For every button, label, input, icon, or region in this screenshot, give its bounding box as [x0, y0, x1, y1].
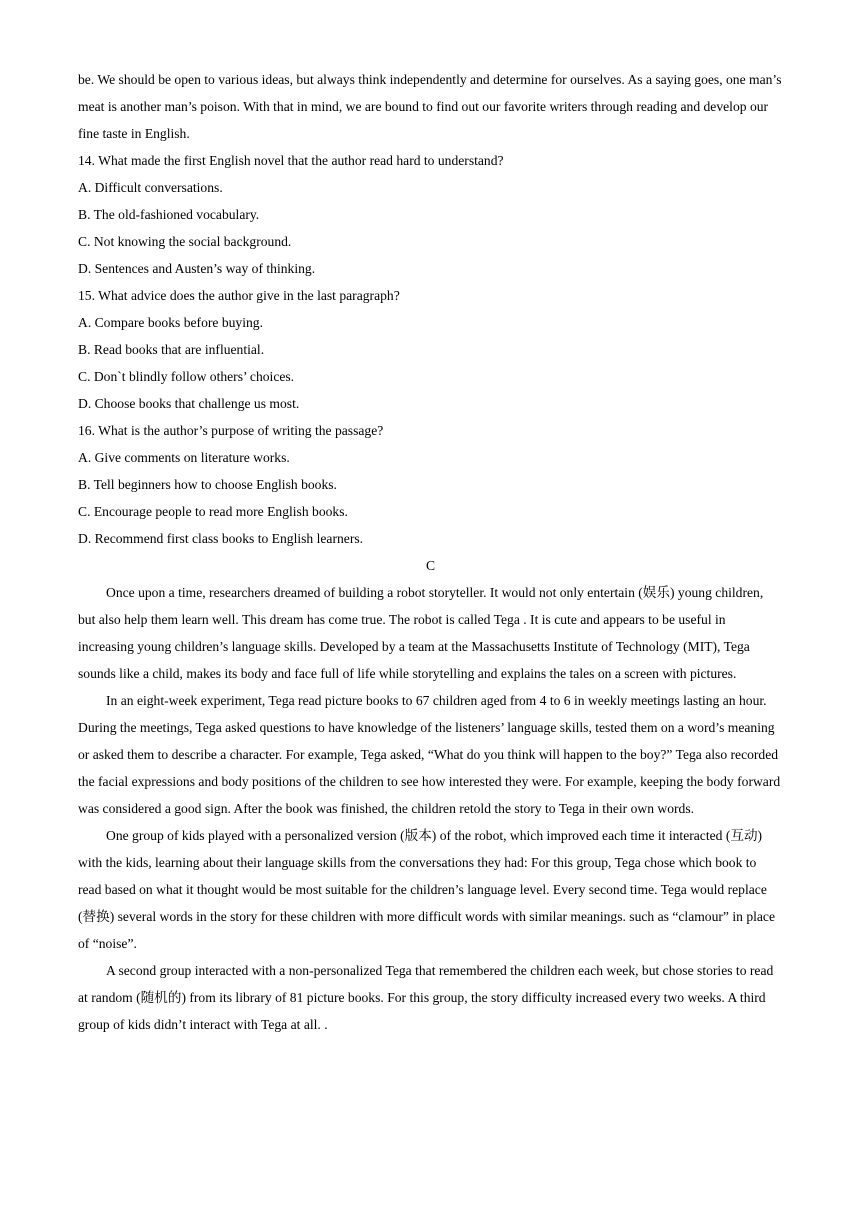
- question-16: [78, 417, 783, 552]
- answer-option: A. Difficult conversations.: [78, 180, 223, 195]
- answer-option: B. Read books that are influential.: [78, 342, 265, 357]
- document-page: [78, 66, 783, 1038]
- intro-paragraph: be. We should be open to various ideas, but always think independently and determine for ourselves. As a saying goes, one man’s meat is another man’s poison. With that in mind, we are bound to find out our favorite writers through reading and develop our fine taste in English.: [78, 72, 782, 141]
- answer-option: D. Sentences and Austen’s way of thinking.: [78, 261, 316, 276]
- answer-option: B. The old-fashioned vocabulary.: [78, 207, 260, 222]
- answer-option: A. Give comments on literature works.: [78, 450, 290, 465]
- answer-option: A. Compare books before buying.: [78, 315, 263, 330]
- question-15: [78, 282, 783, 417]
- answer-option: C. Not knowing the social background.: [78, 234, 292, 249]
- passage-paragraph: A second group interacted with a non-personalized Tega that remembered the children each week, but chose stories to read at random (随机的) from its library of 81 picture books. For this group, the story difficulty increased every two weeks. A third group of kids didn’t interact with Tega at all. .: [78, 963, 774, 1032]
- question-stem: 15. What advice does the author give in the last paragraph?: [78, 288, 400, 303]
- answer-option: C. Don`t blindly follow others’ choices.: [78, 369, 295, 384]
- section-heading: C: [425, 558, 436, 573]
- answer-option: C. Encourage people to read more English books.: [78, 504, 348, 519]
- passage-paragraph: Once upon a time, researchers dreamed of building a robot storyteller. It would not only entertain (娱乐) young children, but also help them learn well. This dream has come true. The robot is called Tega . It is cute and appears to be useful in increasing young children’s language skills. Developed by a team at the Massachusetts Institute of Technology (MIT), Tega sounds like a child, makes its body and face full of life while storytelling and explains the tales on a screen with pictures.: [78, 585, 764, 681]
- question-stem: 16. What is the author’s purpose of writing the passage?: [78, 423, 384, 438]
- answer-option: B. Tell beginners how to choose English books.: [78, 477, 337, 492]
- answer-option: D. Choose books that challenge us most.: [78, 396, 300, 411]
- passage-paragraph: In an eight-week experiment, Tega read picture books to 67 children aged from 4 to 6 in weekly meetings lasting an hour. During the meetings, Tega asked questions to have knowledge of the listeners’ language skills, tested them on a word’s meaning or asked them to describe a character. For example, Tega asked, “What do you think will happen to the boy?” Tega also recorded the facial expressions and body positions of the children to see how interested they were. For example, keeping the body forward was considered a good sign. After the book was finished, the children retold the story to Tega in their own words.: [78, 693, 781, 816]
- question-stem: 14. What made the first English novel that the author read hard to understand?: [78, 153, 504, 168]
- passage-paragraph: One group of kids played with a personalized version (版本) of the robot, which improved each time it interacted (互动) with the kids, learning about their language skills from the conversations they had: For this group, Tega chose which book to read based on what it thought would be most suitable for the children’s language level. Every second time. Tega would replace (替换) several words in the story for these children with more difficult words with similar meanings. such as “clamour” in place of “noise”.: [78, 828, 775, 951]
- answer-option: D. Recommend first class books to English learners.: [78, 531, 364, 546]
- question-14: [78, 147, 783, 282]
